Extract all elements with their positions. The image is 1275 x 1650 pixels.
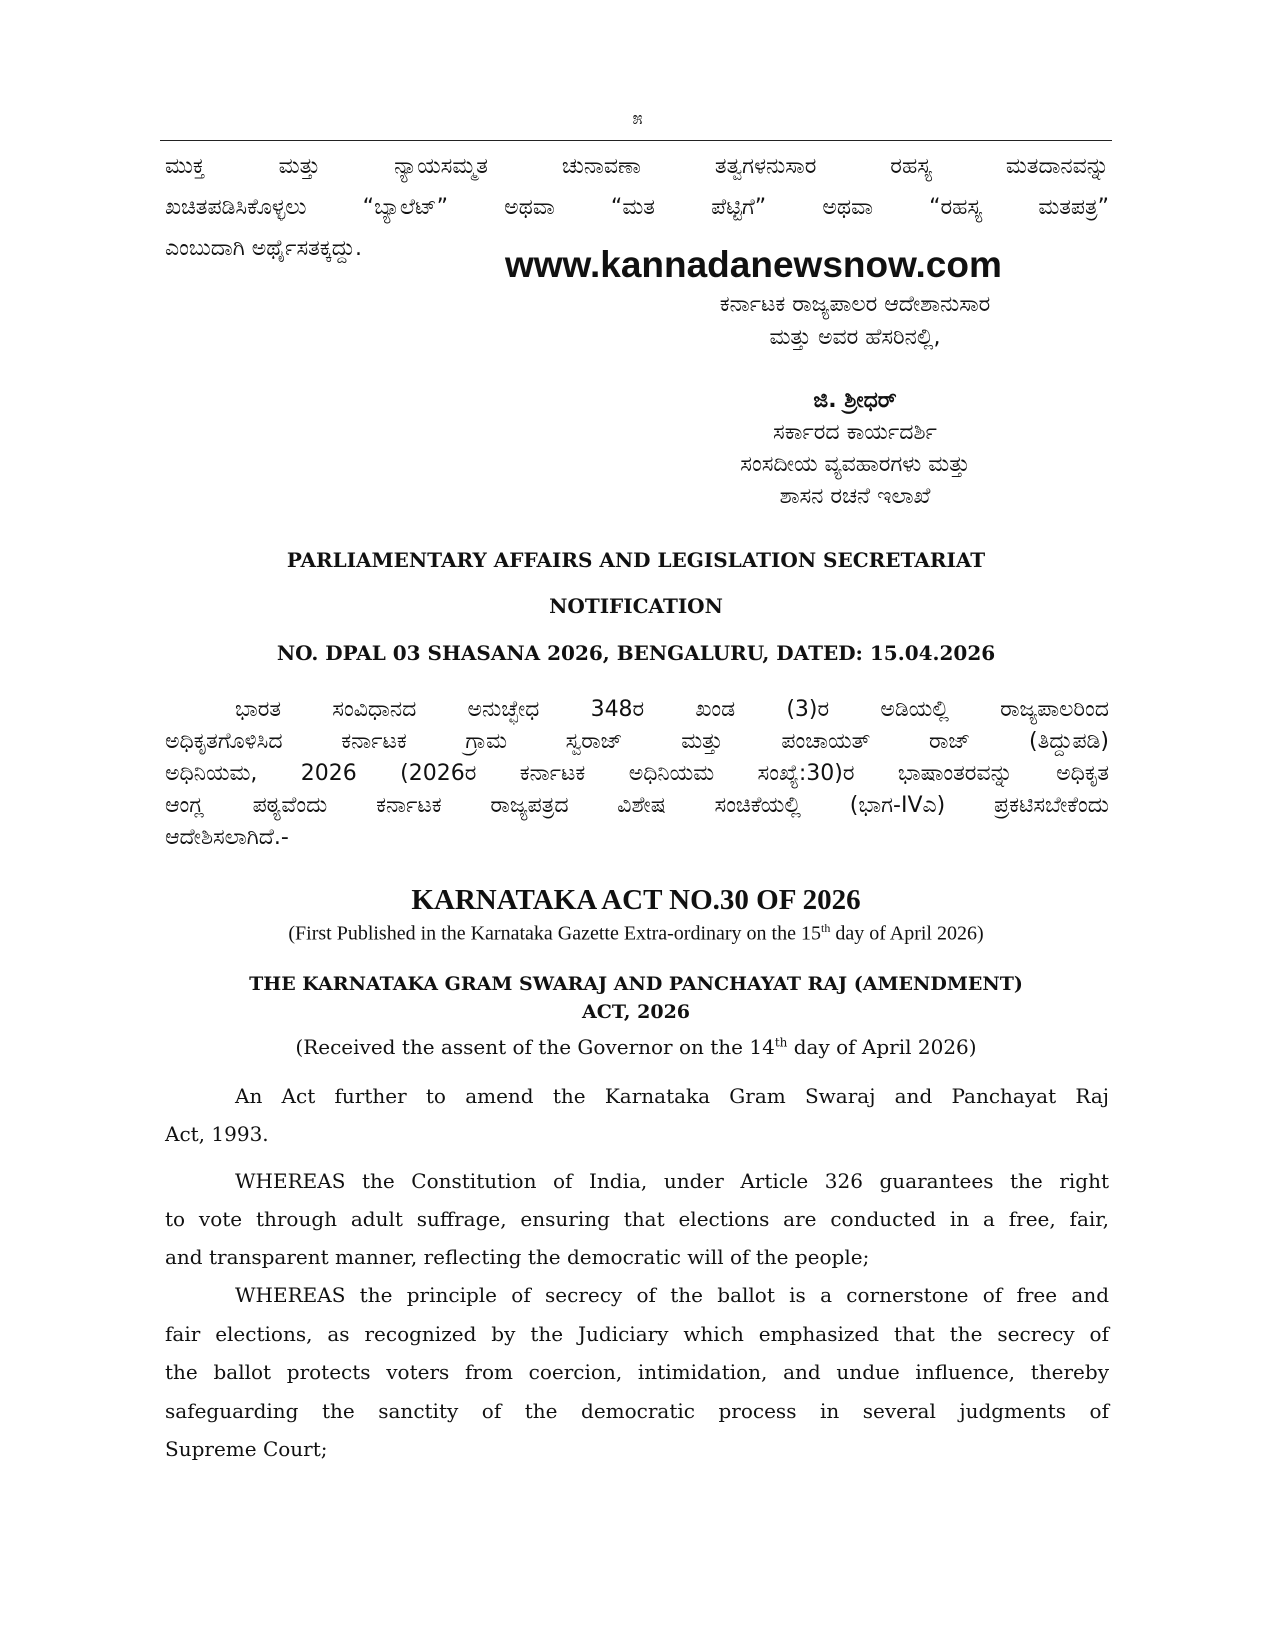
paragraph-line: ಮುಕ್ತ ಮತ್ತು ನ್ಯಾಯಸಮ್ಮತ ಚುನಾವಣಾ ತತ್ವಗಳನುಸಾರ ರಹಸ್ಯ ಮತದಾನವನ್ನು: [165, 154, 1109, 179]
header-rule: [160, 140, 1112, 141]
paragraph-line: the ballot protects voters from coercion, intimidation, and undue influence, thereby: [165, 1360, 1109, 1384]
signatory-department: ಸಂಸದೀಯ ವ್ಯವಹಾರಗಳು ಮತ್ತು: [740, 452, 970, 477]
act-title: KARNATAKA ACT NO.30 OF 2026: [411, 884, 861, 916]
paragraph-line: WHEREAS the principle of secrecy of the ballot is a cornerstone of free and: [235, 1283, 1109, 1307]
publication-note: [160, 921, 1112, 946]
act-name-line: ACT, 2026: [581, 1001, 691, 1023]
signature-order-line: ಮತ್ತು ಅವರ ಹೆಸರಿನಲ್ಲಿ,: [769, 325, 941, 350]
page-number: ೫: [632, 108, 643, 129]
paragraph-line: and transparent manner, reflecting the democratic will of the people;: [165, 1245, 870, 1269]
paragraph-line: ಭಾರತ ಸಂವಿಧಾನದ ಅನುಚ್ಛೇಧ 348ರ ಖಂಡ (3)ರ ಅಡಿಯಲ್ಲಿ ರಾಜ್ಯಪಾಲರಿಂದ: [235, 697, 1109, 722]
paragraph-line: WHEREAS the Constitution of India, under Article 326 guarantees the right: [235, 1169, 1109, 1193]
paragraph-line: An Act further to amend the Karnataka Gram Swaraj and Panchayat Raj: [235, 1084, 1109, 1108]
signature-order-line: ಕರ್ನಾಟಕ ರಾಜ್ಯಪಾಲರ ಆದೇಶಾನುಸಾರ: [719, 292, 991, 317]
publication-note-ordinal: th: [820, 921, 831, 935]
paragraph-line: ಖಚಿತಪಡಿಸಿಕೊಳ್ಳಲು “ಬ್ಯಾಲೆಟ್” ಅಥವಾ “ಮತ ಪೆಟ್ಟಿಗೆ” ಅಥವಾ “ರಹಸ್ಯ ಮತಪತ್ರ”: [165, 195, 1109, 220]
act-name-line: THE KARNATAKA GRAM SWARAJ AND PANCHAYAT RAJ (AMENDMENT): [249, 973, 1023, 995]
paragraph-line: safeguarding the sanctity of the democratic process in several judgments of: [165, 1398, 1109, 1423]
watermark-url: www.kannadanewsnow.com: [505, 244, 1002, 285]
paragraph-line: ಆದೇಶಿಸಲಾಗಿದೆ.-: [165, 825, 289, 850]
paragraph-line: ಎಂಬುದಾಗಿ ಅರ್ಥೈಸತಕ್ಕದ್ದು.: [165, 236, 362, 261]
paragraph-line: ಆಂಗ್ಲ ಪಠ್ಯವೆಂದು ಕರ್ನಾಟಕ ರಾಜ್ಯಪತ್ರದ ವಿಶೇಷ ಸಂಚಿಕೆಯಲ್ಲಿ (ಭಾಗ-IVಎ) ಪ್ರಕಟಿಸಬೇಕೆಂದು: [165, 793, 1109, 818]
kannada-notification-paragraph: [165, 694, 1109, 854]
act-name: [160, 970, 1112, 1026]
whereas-paragraph: [165, 1276, 1109, 1469]
notification-heading: NOTIFICATION: [549, 594, 723, 618]
publication-note-text: day of April 2026): [830, 922, 984, 945]
publication-note-text: (First Published in the Karnataka Gazette Extra-ordinary on the 15: [288, 922, 821, 945]
assent-note-ordinal: th: [774, 1035, 788, 1050]
assent-note-text: (Received the assent of the Governor on the 14: [295, 1035, 775, 1059]
paragraph-line: Supreme Court;: [165, 1437, 328, 1461]
paragraph-line: ಅಧಿನಿಯಮ, 2026 (2026ರ ಕರ್ನಾಟಕ ಅಧಿನಿಯಮ ಸಂಖ್ಯೆ:30)ರ ಭಾಷಾಂತರವನ್ನು ಅಧಿಕೃತ: [165, 761, 1109, 786]
signatory-name: ಜಿ. ಶ್ರೀಧರ್: [813, 388, 897, 413]
assent-note-text: day of April 2026): [787, 1035, 977, 1059]
secretariat-heading: PARLIAMENTARY AFFAIRS AND LEGISLATION SECRETARIAT: [286, 548, 986, 572]
paragraph-line: Act, 1993.: [165, 1122, 269, 1146]
paragraph-line: ಅಧಿಕೃತಗೊಳಿಸಿದ ಕರ್ನಾಟಕ ಗ್ರಾಮ ಸ್ವರಾಜ್ ಮತ್ತು ಪಂಚಾಯತ್ ರಾಜ್ (ತಿದ್ದುಪಡಿ): [165, 729, 1109, 754]
signatory-designation: ಸರ್ಕಾರದ ಕಾರ್ಯದರ್ಶಿ: [773, 420, 937, 445]
assent-note: [160, 1035, 1112, 1059]
whereas-paragraph: [165, 1162, 1109, 1276]
paragraph-line: to vote through adult suffrage, ensuring that elections are conducted in a free, fair,: [165, 1207, 1109, 1231]
signatory-department: ಶಾಸನ ರಚನೆ ಇಲಾಖೆ: [779, 484, 931, 509]
preamble-paragraph: [165, 1077, 1109, 1153]
paragraph-line: fair elections, as recognized by the Judiciary which emphasized that the secrecy of: [165, 1321, 1109, 1346]
notification-number: NO. DPAL 03 SHASANA 2026, BENGALURU, DATED: 15.04.2026: [276, 641, 996, 665]
